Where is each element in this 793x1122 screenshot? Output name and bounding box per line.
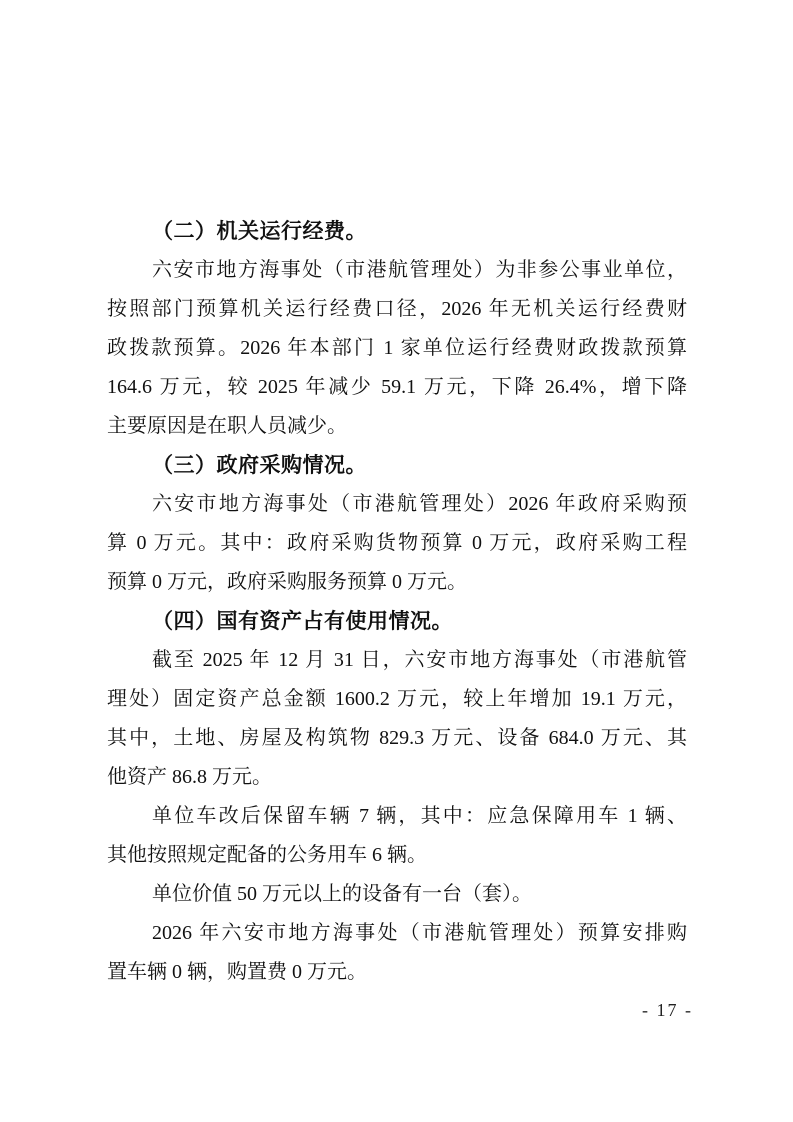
section-heading: （三）政府采购情况。 (152, 453, 367, 477)
paragraph-line: 六安市地方海事处（市港航管理处）2026 年政府采购预 (152, 493, 687, 515)
paragraph (107, 797, 687, 875)
section (107, 212, 687, 446)
paragraph-line: 六安市地方海事处（市港航管理处）为非参公事业单位， (152, 259, 687, 281)
paragraph (107, 914, 687, 992)
section (107, 446, 687, 602)
paragraph-line: 置车辆 0 辆，购置费 0 万元。 (107, 961, 367, 983)
paragraph-line: 2026 年六安市地方海事处（市港航管理处）预算安排购 (152, 922, 687, 944)
paragraph-line: 主要原因是在职人员减少。 (107, 415, 347, 437)
paragraph-line: 算 0 万元。其中：政府采购货物预算 0 万元，政府采购工程 (107, 532, 687, 554)
paragraph (107, 485, 687, 602)
page-number: - 17 - (642, 1000, 693, 1020)
paragraph-line: 他资产 86.8 万元。 (107, 766, 272, 788)
section-heading: （四）国有资产占有使用情况。 (152, 609, 453, 633)
paragraph (107, 641, 687, 797)
paragraph-line: 政拨款预算。2026 年本部门 1 家单位运行经费财政拨款预算 (107, 337, 687, 359)
paragraph-line: 164.6 万元，较 2025 年减少 59.1 万元，下降 26.4%，增下降 (107, 376, 687, 398)
paragraph-line: 单位价值 50 万元以上的设备有一台（套）。 (152, 883, 532, 905)
paragraph-line: 单位车改后保留车辆 7 辆，其中：应急保障用车 1 辆、 (152, 805, 687, 827)
paragraph-line: 预算 0 万元，政府采购服务预算 0 万元。 (107, 571, 467, 593)
paragraph-line: 其中，土地、房屋及构筑物 829.3 万元、设备 684.0 万元、其 (107, 727, 687, 749)
section-heading: （二）机关运行经费。 (152, 219, 367, 243)
paragraph-line: 理处）固定资产总金额 1600.2 万元，较上年增加 19.1 万元， (107, 688, 687, 710)
document-body (107, 212, 687, 992)
section (107, 602, 687, 992)
paragraph (107, 251, 687, 446)
paragraph (107, 875, 687, 914)
paragraph-line: 其他按照规定配备的公务用车 6 辆。 (107, 844, 427, 866)
paragraph-line: 按照部门预算机关运行经费口径，2026 年无机关运行经费财 (107, 298, 687, 320)
paragraph-line: 截至 2025 年 12 月 31 日，六安市地方海事处（市港航管 (152, 649, 687, 671)
